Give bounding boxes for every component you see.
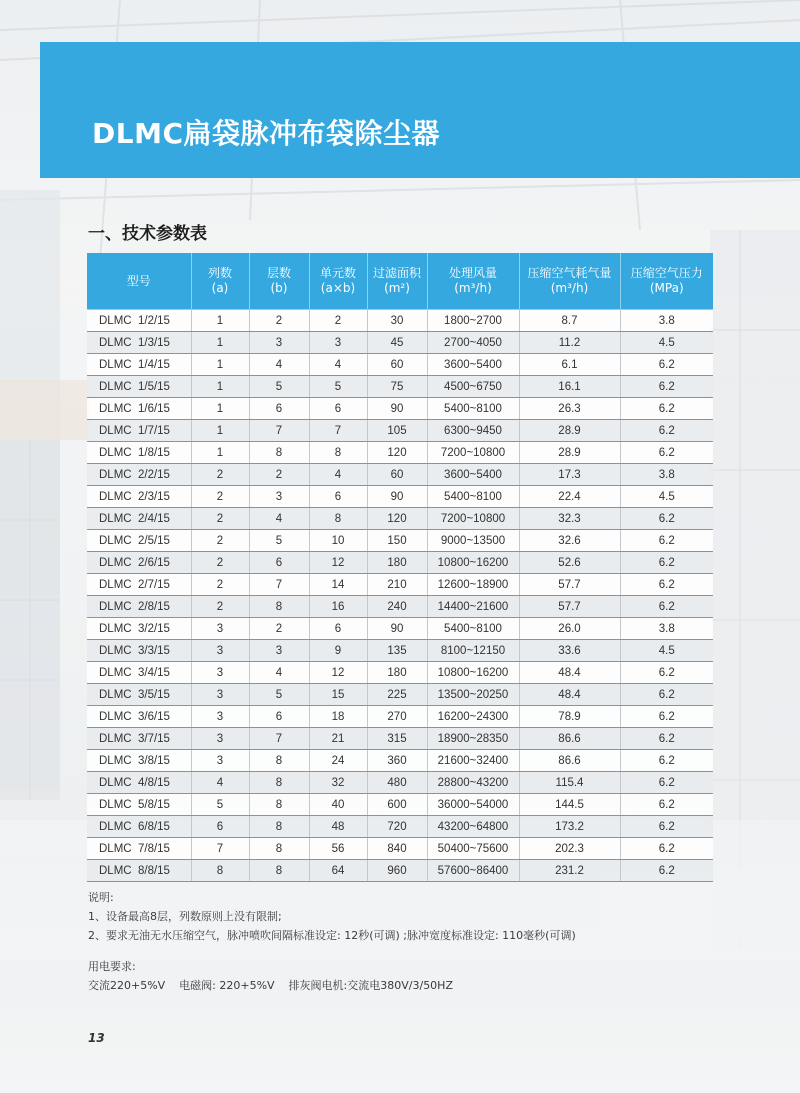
table-cell: 3 — [191, 706, 249, 728]
table-cell: 86.6 — [519, 750, 620, 772]
table-cell: 270 — [367, 706, 427, 728]
column-header — [427, 253, 519, 310]
table-cell: 40 — [309, 794, 367, 816]
table-cell: 12 — [309, 552, 367, 574]
model-cell: DLMC 3/5/15 — [87, 684, 191, 706]
table-row — [87, 860, 713, 882]
table-cell: 10 — [309, 530, 367, 552]
table-cell: 960 — [367, 860, 427, 882]
table-cell: 202.3 — [519, 838, 620, 860]
table-cell: 14400~21600 — [427, 596, 519, 618]
model-cell: DLMC 8/8/15 — [87, 860, 191, 882]
table-cell: 6.2 — [620, 596, 713, 618]
table-cell: 6.2 — [620, 398, 713, 420]
table-cell: 48.4 — [519, 684, 620, 706]
table-cell: 17.3 — [519, 464, 620, 486]
note-item: 1、设备最高8层，列数原则上没有限制; — [88, 910, 282, 923]
table-cell: 840 — [367, 838, 427, 860]
table-cell: 2 — [249, 310, 309, 332]
column-header-label: 型号 — [126, 273, 151, 288]
table-cell: 26.0 — [519, 618, 620, 640]
table-cell: 5400~8100 — [427, 486, 519, 508]
table-cell: 16200~24300 — [427, 706, 519, 728]
table-cell: 105 — [367, 420, 427, 442]
table-cell: 9000~13500 — [427, 530, 519, 552]
table-row — [87, 508, 713, 530]
model-cell: DLMC 3/3/15 — [87, 640, 191, 662]
notes-section — [88, 888, 728, 945]
model-cell: DLMC 2/2/15 — [87, 464, 191, 486]
table-row — [87, 706, 713, 728]
table-cell: 8 — [249, 816, 309, 838]
page-title: DLMC扁袋脉冲布袋除尘器 — [92, 117, 440, 150]
table-cell: 28.9 — [519, 420, 620, 442]
model-cell: DLMC 2/5/15 — [87, 530, 191, 552]
table-row — [87, 794, 713, 816]
table-cell: 3.8 — [620, 310, 713, 332]
table-cell: 315 — [367, 728, 427, 750]
table-cell: 8 — [309, 442, 367, 464]
table-cell: 12600~18900 — [427, 574, 519, 596]
table-cell: 231.2 — [519, 860, 620, 882]
table-cell: 4 — [249, 508, 309, 530]
table-cell: 50400~75600 — [427, 838, 519, 860]
table-cell: 12 — [309, 662, 367, 684]
table-cell: 6.2 — [620, 750, 713, 772]
column-header-unit: (a) — [211, 281, 229, 295]
model-cell: DLMC 1/7/15 — [87, 420, 191, 442]
table-cell: 14 — [309, 574, 367, 596]
table-cell: 6.2 — [620, 574, 713, 596]
table-row — [87, 772, 713, 794]
table-cell: 2 — [249, 618, 309, 640]
table-cell: 1 — [191, 420, 249, 442]
column-header-unit: (a×b) — [320, 281, 356, 295]
table-cell: 6 — [249, 398, 309, 420]
table-cell: 7 — [191, 838, 249, 860]
table-cell: 6 — [191, 816, 249, 838]
table-cell: 6.1 — [519, 354, 620, 376]
table-cell: 26.3 — [519, 398, 620, 420]
table-row — [87, 420, 713, 442]
table-cell: 2 — [309, 310, 367, 332]
table-cell: 3600~5400 — [427, 464, 519, 486]
table-cell: 60 — [367, 464, 427, 486]
table-row — [87, 442, 713, 464]
column-header — [367, 253, 427, 310]
table-cell: 2 — [191, 596, 249, 618]
table-cell: 6.2 — [620, 772, 713, 794]
column-header-label: 层数 — [266, 266, 291, 280]
table-cell: 1 — [191, 442, 249, 464]
table-cell: 6300~9450 — [427, 420, 519, 442]
table-cell: 120 — [367, 442, 427, 464]
column-header — [191, 253, 249, 310]
table-cell: 4.5 — [620, 332, 713, 354]
model-cell: DLMC 1/5/15 — [87, 376, 191, 398]
table-cell: 78.9 — [519, 706, 620, 728]
column-header-label: 过滤面积 — [372, 266, 421, 280]
model-cell: DLMC 1/3/15 — [87, 332, 191, 354]
table-cell: 2 — [191, 508, 249, 530]
table-cell: 32 — [309, 772, 367, 794]
table-cell: 6.2 — [620, 420, 713, 442]
column-header-unit: (m³/h) — [454, 281, 492, 295]
table-cell: 173.2 — [519, 816, 620, 838]
table-cell: 210 — [367, 574, 427, 596]
table-cell: 7200~10800 — [427, 508, 519, 530]
model-cell: DLMC 3/6/15 — [87, 706, 191, 728]
column-header — [519, 253, 620, 310]
table-cell: 6.2 — [620, 684, 713, 706]
table-cell: 3.8 — [620, 618, 713, 640]
table-cell: 90 — [367, 398, 427, 420]
table-cell: 36000~54000 — [427, 794, 519, 816]
table-cell: 2700~4050 — [427, 332, 519, 354]
table-cell: 8 — [249, 772, 309, 794]
table-cell: 18900~28350 — [427, 728, 519, 750]
table-cell: 45 — [367, 332, 427, 354]
power-requirements — [88, 957, 453, 995]
table-cell: 57.7 — [519, 596, 620, 618]
model-cell: DLMC 1/2/15 — [87, 310, 191, 332]
table-cell: 28.9 — [519, 442, 620, 464]
table-row — [87, 662, 713, 684]
table-row — [87, 838, 713, 860]
table-cell: 22.4 — [519, 486, 620, 508]
table-cell: 75 — [367, 376, 427, 398]
table-cell: 6 — [249, 706, 309, 728]
table-cell: 3 — [191, 684, 249, 706]
table-cell: 2 — [191, 552, 249, 574]
table-header-row — [87, 253, 713, 310]
column-header — [620, 253, 713, 310]
table-cell: 3 — [191, 750, 249, 772]
table-cell: 180 — [367, 662, 427, 684]
table-cell: 115.4 — [519, 772, 620, 794]
table-cell: 3 — [249, 486, 309, 508]
table-row — [87, 618, 713, 640]
table-cell: 6.2 — [620, 838, 713, 860]
table-cell: 1 — [191, 332, 249, 354]
table-cell: 7 — [249, 574, 309, 596]
table-cell: 1800~2700 — [427, 310, 519, 332]
model-cell: DLMC 1/4/15 — [87, 354, 191, 376]
table-cell: 5 — [249, 376, 309, 398]
notes-label: 说明: — [88, 891, 114, 904]
table-cell: 5 — [249, 530, 309, 552]
power-label: 用电要求: — [88, 960, 136, 973]
table-cell: 8 — [309, 508, 367, 530]
table-cell: 7 — [249, 420, 309, 442]
table-cell: 6.2 — [620, 728, 713, 750]
table-cell: 1 — [191, 376, 249, 398]
column-header-label: 处理风量 — [448, 266, 497, 280]
table-cell: 720 — [367, 816, 427, 838]
column-header-label: 单元数 — [319, 266, 356, 280]
table-cell: 48.4 — [519, 662, 620, 684]
table-cell: 5 — [191, 794, 249, 816]
table-cell: 3.8 — [620, 464, 713, 486]
table-cell: 2 — [191, 530, 249, 552]
table-cell: 86.6 — [519, 728, 620, 750]
table-cell: 5 — [249, 684, 309, 706]
table-cell: 15 — [309, 684, 367, 706]
table-cell: 6 — [309, 486, 367, 508]
column-header-unit: (MPa) — [649, 281, 684, 295]
model-cell: DLMC 2/4/15 — [87, 508, 191, 530]
table-cell: 3 — [191, 662, 249, 684]
table-row — [87, 750, 713, 772]
table-cell: 8100~12150 — [427, 640, 519, 662]
table-cell: 2 — [191, 486, 249, 508]
table-cell: 56 — [309, 838, 367, 860]
table-cell: 1 — [191, 310, 249, 332]
table-cell: 24 — [309, 750, 367, 772]
table-cell: 8 — [249, 838, 309, 860]
table-cell: 6.2 — [620, 860, 713, 882]
table-cell: 4 — [309, 464, 367, 486]
table-row — [87, 552, 713, 574]
model-cell: DLMC 4/8/15 — [87, 772, 191, 794]
section-heading: 一、技术参数表 — [88, 224, 207, 244]
table-cell: 600 — [367, 794, 427, 816]
table-row — [87, 354, 713, 376]
table-cell: 6.2 — [620, 706, 713, 728]
table-cell: 18 — [309, 706, 367, 728]
column-header — [249, 253, 309, 310]
table-cell: 5 — [309, 376, 367, 398]
table-cell: 8 — [249, 750, 309, 772]
table-row — [87, 376, 713, 398]
table-cell: 4.5 — [620, 640, 713, 662]
column-header-unit: (m³/h) — [550, 281, 589, 295]
table-cell: 6.2 — [620, 376, 713, 398]
model-cell: DLMC 1/8/15 — [87, 442, 191, 464]
table-cell: 6.2 — [620, 442, 713, 464]
table-cell: 57600~86400 — [427, 860, 519, 882]
table-cell: 32.6 — [519, 530, 620, 552]
table-cell: 16.1 — [519, 376, 620, 398]
table-cell: 7200~10800 — [427, 442, 519, 464]
table-cell: 16 — [309, 596, 367, 618]
table-cell: 10800~16200 — [427, 552, 519, 574]
table-cell: 8 — [249, 442, 309, 464]
table-cell: 32.3 — [519, 508, 620, 530]
table-cell: 4 — [191, 772, 249, 794]
power-spec: 交流220+5%V 电磁阀: 220+5%V 排灰阀电机:交流电380V/3/50HZ — [88, 979, 453, 992]
table-row — [87, 640, 713, 662]
table-cell: 150 — [367, 530, 427, 552]
table-cell: 6 — [249, 552, 309, 574]
table-body — [87, 310, 713, 882]
table-cell: 4 — [249, 354, 309, 376]
table-cell: 6.2 — [620, 530, 713, 552]
table-cell: 3 — [309, 332, 367, 354]
table-cell: 33.6 — [519, 640, 620, 662]
table-cell: 5400~8100 — [427, 618, 519, 640]
table-cell: 3 — [191, 728, 249, 750]
table-cell: 3 — [249, 640, 309, 662]
model-cell: DLMC 7/8/15 — [87, 838, 191, 860]
table-cell: 6.2 — [620, 816, 713, 838]
table-cell: 2 — [249, 464, 309, 486]
table-cell: 6.2 — [620, 552, 713, 574]
table-cell: 28800~43200 — [427, 772, 519, 794]
model-cell: DLMC 2/3/15 — [87, 486, 191, 508]
table-cell: 1 — [191, 398, 249, 420]
model-cell: DLMC 3/7/15 — [87, 728, 191, 750]
table-cell: 5400~8100 — [427, 398, 519, 420]
table-cell: 180 — [367, 552, 427, 574]
table-cell: 6.2 — [620, 508, 713, 530]
column-header — [309, 253, 367, 310]
table-cell: 9 — [309, 640, 367, 662]
table-cell: 60 — [367, 354, 427, 376]
table-cell: 90 — [367, 618, 427, 640]
table-cell: 57.7 — [519, 574, 620, 596]
table-cell: 4 — [309, 354, 367, 376]
table-cell: 480 — [367, 772, 427, 794]
table-cell: 3600~5400 — [427, 354, 519, 376]
model-cell: DLMC 6/8/15 — [87, 816, 191, 838]
table-row — [87, 728, 713, 750]
table-cell: 8 — [191, 860, 249, 882]
note-item: 2、要求无油无水压缩空气，脉冲喷吹间隔标准设定: 12秒(可调) ;脉冲宽度标准设定: 110毫秒(可调) — [88, 929, 576, 942]
column-header — [87, 253, 191, 310]
table-row — [87, 530, 713, 552]
table-cell: 4.5 — [620, 486, 713, 508]
table-cell: 52.6 — [519, 552, 620, 574]
table-cell: 4500~6750 — [427, 376, 519, 398]
table-cell: 43200~64800 — [427, 816, 519, 838]
title-banner — [40, 42, 800, 178]
table-cell: 4 — [249, 662, 309, 684]
table-row — [87, 574, 713, 596]
table-cell: 144.5 — [519, 794, 620, 816]
table-cell: 30 — [367, 310, 427, 332]
table-cell: 7 — [309, 420, 367, 442]
technical-parameters-table — [87, 253, 713, 882]
table-cell: 8 — [249, 860, 309, 882]
table-cell: 8 — [249, 596, 309, 618]
table-cell: 8 — [249, 794, 309, 816]
table-row — [87, 684, 713, 706]
column-header-label: 压缩空气压力 — [630, 266, 703, 280]
table-row — [87, 464, 713, 486]
column-header-label: 压缩空气耗气量 — [527, 266, 612, 280]
table-row — [87, 398, 713, 420]
table-cell: 6.2 — [620, 662, 713, 684]
column-header-unit: (m²) — [384, 281, 410, 295]
table-row — [87, 332, 713, 354]
model-cell: DLMC 3/4/15 — [87, 662, 191, 684]
table-row — [87, 596, 713, 618]
column-header-unit: (b) — [270, 281, 288, 295]
table-row — [87, 310, 713, 332]
model-cell: DLMC 5/8/15 — [87, 794, 191, 816]
table-cell: 13500~20250 — [427, 684, 519, 706]
table-cell: 120 — [367, 508, 427, 530]
table-cell: 135 — [367, 640, 427, 662]
table-cell: 8.7 — [519, 310, 620, 332]
table-cell: 2 — [191, 574, 249, 596]
table-cell: 240 — [367, 596, 427, 618]
table-cell: 21 — [309, 728, 367, 750]
table-row — [87, 486, 713, 508]
model-cell: DLMC 2/8/15 — [87, 596, 191, 618]
page-number: 13 — [88, 1031, 105, 1045]
table-cell: 3 — [191, 640, 249, 662]
table-cell: 2 — [191, 464, 249, 486]
table-cell: 64 — [309, 860, 367, 882]
column-header-label: 列数 — [207, 266, 232, 280]
table-row — [87, 816, 713, 838]
model-cell: DLMC 2/7/15 — [87, 574, 191, 596]
table-cell: 6 — [309, 618, 367, 640]
model-cell: DLMC 3/8/15 — [87, 750, 191, 772]
table-cell: 10800~16200 — [427, 662, 519, 684]
table-cell: 11.2 — [519, 332, 620, 354]
model-cell: DLMC 1/6/15 — [87, 398, 191, 420]
table-cell: 225 — [367, 684, 427, 706]
table-cell: 6 — [309, 398, 367, 420]
table-cell: 6.2 — [620, 794, 713, 816]
model-cell: DLMC 3/2/15 — [87, 618, 191, 640]
table-cell: 3 — [249, 332, 309, 354]
table-cell: 1 — [191, 354, 249, 376]
table-cell: 6.2 — [620, 354, 713, 376]
table-cell: 7 — [249, 728, 309, 750]
table-cell: 360 — [367, 750, 427, 772]
table-cell: 48 — [309, 816, 367, 838]
model-cell: DLMC 2/6/15 — [87, 552, 191, 574]
table-cell: 3 — [191, 618, 249, 640]
table-cell: 21600~32400 — [427, 750, 519, 772]
table-cell: 90 — [367, 486, 427, 508]
